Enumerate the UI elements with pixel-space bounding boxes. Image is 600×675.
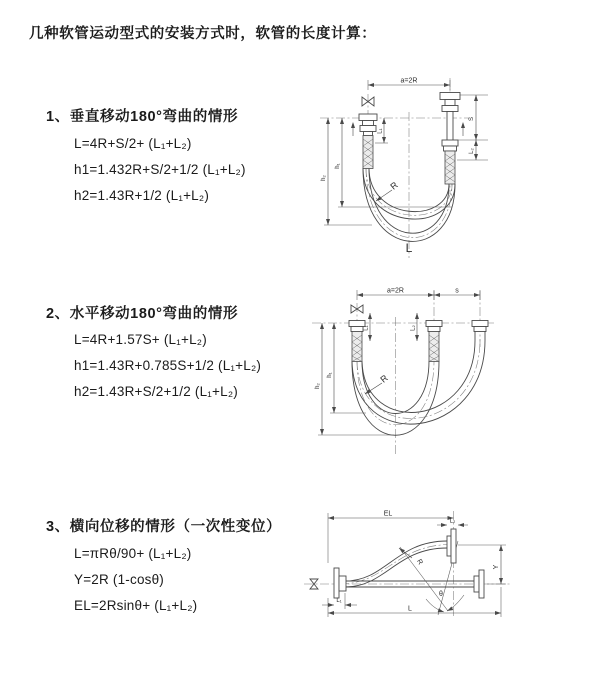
centerlines bbox=[312, 291, 494, 455]
formula-line: L=4R+1.57S+ (L₁+L₂) bbox=[74, 332, 207, 347]
dim-label-l1: L₁ bbox=[363, 325, 370, 331]
dimensions bbox=[321, 78, 488, 256]
section-3-heading: 3、横向位移的情形（一次性变位） bbox=[46, 519, 282, 535]
dim-label-h1: h₁ bbox=[335, 163, 341, 169]
section-2-formulas bbox=[74, 327, 261, 405]
dim-label-l: L bbox=[408, 605, 412, 613]
radius-label: R bbox=[378, 372, 390, 385]
radius-label: R bbox=[415, 558, 424, 567]
dim-label-h2: h₂ bbox=[315, 383, 321, 389]
dim-label-l2: L₂ bbox=[469, 148, 475, 154]
dim-label-h2: h₂ bbox=[321, 175, 327, 181]
dimensions bbox=[322, 511, 506, 618]
diagram-horizontal-movement bbox=[310, 283, 595, 463]
dim-label-l1: L₁ bbox=[377, 128, 384, 134]
dim-label-y: Y bbox=[493, 564, 500, 570]
dim-label-l1: L₁ bbox=[336, 598, 342, 604]
dim-label-l2: L₂ bbox=[410, 325, 417, 331]
dim-label-s: S bbox=[469, 116, 475, 122]
upper-flange-moved-position bbox=[447, 529, 456, 563]
right-flange-original-position bbox=[474, 570, 484, 598]
dim-label-s: s bbox=[455, 287, 459, 295]
formula-line: h2=1.43R+1/2 (L₁+L₂) bbox=[74, 188, 210, 203]
formula-line: h2=1.43R+S/2+1/2 (L₁+L₂) bbox=[74, 384, 238, 399]
left-fitting bbox=[359, 114, 377, 169]
dim-label-h1: h₁ bbox=[327, 372, 333, 378]
formula-line: h1=1.43R+0.785S+1/2 (L₁+L₂) bbox=[74, 358, 262, 373]
hose-curves bbox=[352, 339, 485, 435]
formula-line: Y=2R (1-cosθ) bbox=[74, 572, 165, 587]
section-1-formulas bbox=[74, 131, 246, 209]
dim-label-l2: L₂ bbox=[449, 518, 456, 525]
theta-label: θ bbox=[439, 591, 443, 598]
dim-label-a2r: a=2R bbox=[387, 287, 404, 295]
page-title: 几种软管运动型式的安装方式时，软管的长度计算： bbox=[29, 26, 377, 42]
diagram-lateral-displacement bbox=[298, 497, 598, 662]
length-label: L bbox=[405, 241, 413, 255]
section-2-heading: 2、水平移动180°弯曲的情形 bbox=[46, 306, 239, 322]
centerlines bbox=[304, 511, 512, 617]
radius-label: R bbox=[388, 179, 400, 192]
dimensions bbox=[315, 288, 480, 436]
diagram-vertical-movement bbox=[312, 66, 592, 262]
section-3-formulas bbox=[74, 541, 197, 619]
formula-line: L=πRθ/90+ (L₁+L₂) bbox=[74, 546, 192, 561]
formula-line: EL=2Rsinθ+ (L₁+L₂) bbox=[74, 598, 198, 613]
dim-label-a2r: a=2R bbox=[400, 77, 418, 85]
formula-line: L=4R+S/2+ (L₁+L₂) bbox=[74, 136, 192, 151]
right-fitting bbox=[440, 93, 460, 185]
dim-label-el: EL bbox=[383, 510, 393, 518]
middle-fitting bbox=[426, 321, 442, 362]
section-1-heading: 1、垂直移动180°弯曲的情形 bbox=[46, 109, 239, 125]
formula-line: h1=1.432R+S/2+1/2 (L₁+L₂) bbox=[74, 162, 246, 177]
left-flange bbox=[334, 568, 346, 598]
